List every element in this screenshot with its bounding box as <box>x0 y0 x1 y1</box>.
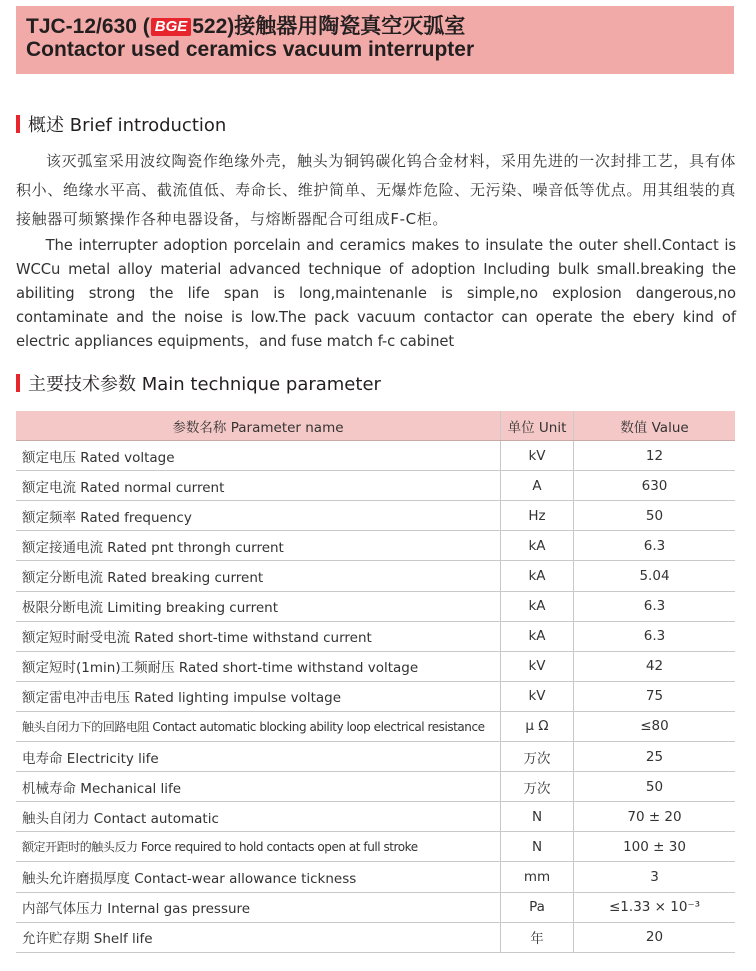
param-unit: μ Ω <box>501 711 574 741</box>
param-unit: Pa <box>501 892 574 922</box>
param-value: ≤80 <box>574 711 736 741</box>
table-row <box>16 802 735 832</box>
param-unit: 年 <box>501 922 574 952</box>
table-row <box>16 862 735 892</box>
param-unit: N <box>501 832 574 862</box>
param-name: 允许贮存期 Shelf life <box>16 922 501 952</box>
param-unit: mm <box>501 862 574 892</box>
param-name: 额定分断电流 Rated breaking current <box>16 561 501 591</box>
param-unit: 万次 <box>501 742 574 772</box>
param-name: 额定频率 Rated frequency <box>16 501 501 531</box>
page-subtitle: Contactor used ceramics vacuum interrupter <box>26 38 475 61</box>
param-name: 触头自闭力下的回路电阻 Contact automatic blocking ability loop electrical resistance <box>16 711 501 741</box>
param-name: 极限分断电流 Limiting breaking current <box>16 591 501 621</box>
param-value: 100 ± 30 <box>574 832 736 862</box>
param-value: 50 <box>574 772 736 802</box>
table-row <box>16 531 735 561</box>
param-unit: kA <box>501 561 574 591</box>
param-unit: A <box>501 471 574 501</box>
param-value: 70 ± 20 <box>574 802 736 832</box>
table-header-row <box>16 411 735 441</box>
param-value: 75 <box>574 681 736 711</box>
table-row <box>16 742 735 772</box>
param-name: 额定雷电冲击电压 Rated lighting impulse voltage <box>16 681 501 711</box>
param-value: 6.3 <box>574 621 736 651</box>
param-name: 额定接通电流 Rated pnt throngh current <box>16 531 501 561</box>
param-unit: kV <box>501 681 574 711</box>
table-row <box>16 772 735 802</box>
param-value: 5.04 <box>574 561 736 591</box>
params-heading-text: 主要技术参数 Main technique parameter <box>28 374 381 395</box>
param-name: 电寿命 Electricity life <box>16 742 501 772</box>
table-row <box>16 832 735 862</box>
param-value: 630 <box>574 471 736 501</box>
table-row <box>16 922 735 952</box>
param-name: 机械寿命 Mechanical life <box>16 772 501 802</box>
title-suffix: 522)接触器用陶瓷真空灭弧室 <box>192 15 466 38</box>
params-heading-marker <box>16 374 20 392</box>
param-value: 6.3 <box>574 531 736 561</box>
table-row <box>16 621 735 651</box>
param-unit: 万次 <box>501 772 574 802</box>
table-row <box>16 651 735 681</box>
param-value: 42 <box>574 651 736 681</box>
param-unit: kV <box>501 651 574 681</box>
param-value: 6.3 <box>574 591 736 621</box>
title-prefix: TJC-12/630 ( <box>26 15 150 38</box>
param-name: 触头允许磨损厚度 Contact-wear allowance tickness <box>16 862 501 892</box>
intro-heading-marker <box>16 115 20 133</box>
params-heading <box>16 372 381 394</box>
table-row <box>16 591 735 621</box>
intro-paragraph-en: The interrupter adoption porcelain and ceramics makes to insulate the outer shell.Contact is WCCu metal alloy material advanced technique of adoption Including bulk small.breaking the abiliting strong the life span is long,maintenanle is simple,no explosion dangerous,no contaminate and the noise is low.The pack vacuum contactor can operate the ebery kind of electric appliances equipments，and fuse match f-c cabinet <box>16 237 736 350</box>
table-row <box>16 441 735 471</box>
column-header-unit: 单位 Unit <box>501 411 574 441</box>
intro-heading <box>16 113 226 135</box>
param-value: 50 <box>574 501 736 531</box>
table-row <box>16 892 735 922</box>
column-header-name: 参数名称 Parameter name <box>16 411 501 441</box>
header-banner <box>16 6 734 74</box>
param-name: 额定短时(1min)工频耐压 Rated short-time withstand voltage <box>16 651 501 681</box>
table-row <box>16 561 735 591</box>
param-unit: Hz <box>501 501 574 531</box>
brand-logo: BGE <box>151 18 192 36</box>
param-name: 额定电压 Rated voltage <box>16 441 501 471</box>
param-unit: kA <box>501 531 574 561</box>
param-unit: N <box>501 802 574 832</box>
param-unit: kV <box>501 441 574 471</box>
table-row <box>16 471 735 501</box>
param-value: 12 <box>574 441 736 471</box>
param-name: 额定短时耐受电流 Rated short-time withstand current <box>16 621 501 651</box>
param-name: 额定电流 Rated normal current <box>16 471 501 501</box>
column-header-value: 数值 Value <box>574 411 736 441</box>
intro-heading-text: 概述 Brief introduction <box>28 115 227 136</box>
param-value: 20 <box>574 922 736 952</box>
param-value: 3 <box>574 862 736 892</box>
param-name: 额定开距时的触头反力 Force required to hold contacts open at full stroke <box>16 832 501 862</box>
param-name: 触头自闭力 Contact automatic <box>16 802 501 832</box>
page-title <box>26 16 734 38</box>
param-unit: kA <box>501 621 574 651</box>
table-row <box>16 711 735 741</box>
param-value: ≤1.33 × 10⁻³ <box>574 892 736 922</box>
table-row <box>16 681 735 711</box>
param-value: 25 <box>574 742 736 772</box>
intro-paragraph-cn: 该灭弧室采用波纹陶瓷作绝缘外壳，触头为铜钨碳化钨合金材料，采用先进的一次封排工艺，具有体积小、绝缘水平高、截流值低、寿命长、维护简单、无爆炸危险、无污染、噪音低等优点。用其组装的真接触器可频繁操作各种电器设备，与熔断器配合可组成F-C柜。 <box>16 152 736 228</box>
param-name: 内部气体压力 Internal gas pressure <box>16 892 501 922</box>
table-row <box>16 501 735 531</box>
parameter-table <box>16 411 735 953</box>
param-unit: kA <box>501 591 574 621</box>
